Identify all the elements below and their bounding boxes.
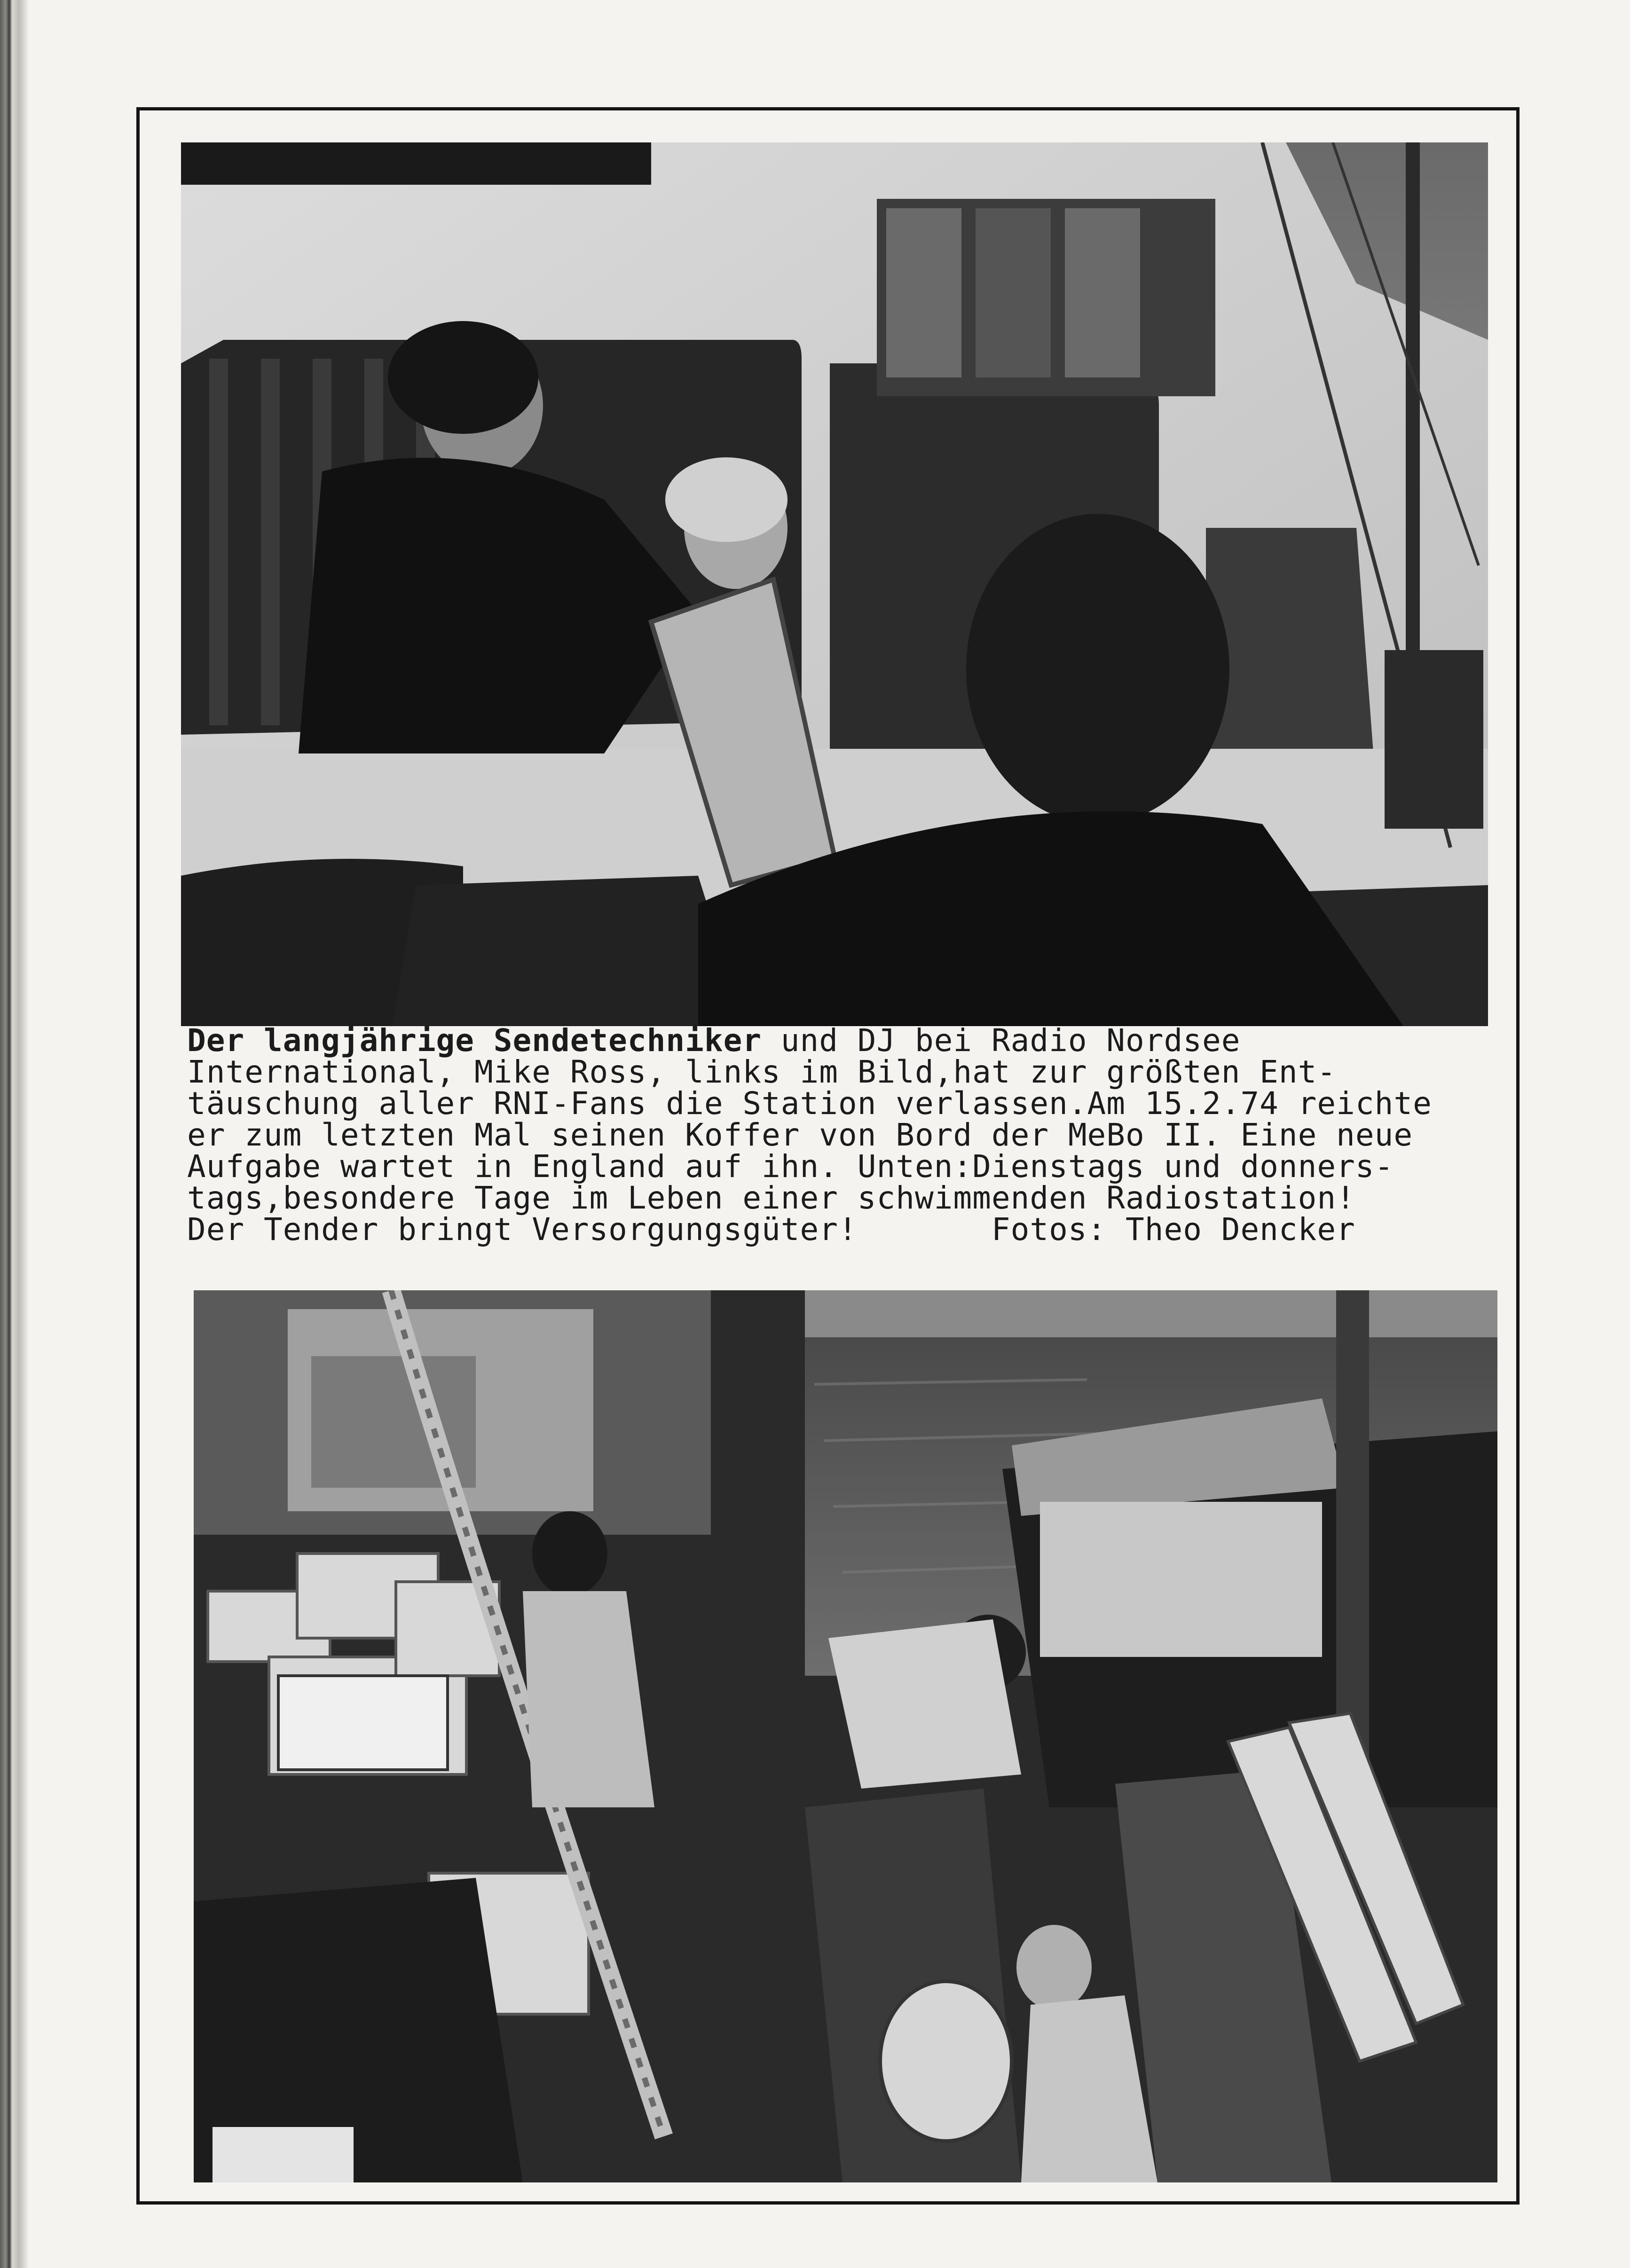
photo-suitcase-handover	[181, 142, 1488, 1026]
caption-line-1-rest: und DJ bei Radio Nordsee	[762, 1022, 1241, 1059]
photo-suitcase-handover-image	[181, 142, 1488, 1026]
photo-caption	[187, 1022, 1494, 1248]
caption-line-1	[187, 1022, 1494, 1059]
caption-line-7: Der Tender bringt Versorgungsgüter! Fotos: Theo Dencker	[187, 1211, 1355, 1248]
caption-line-3: täuschung aller RNI-Fans die Station verlassen.Am 15.2.74 reichte	[187, 1085, 1432, 1122]
photo-tender-supplies-image	[194, 1290, 1497, 2182]
caption-line-5: Aufgabe wartet in England auf ihn. Unten:Dienstags und donners-	[187, 1148, 1394, 1185]
caption-line-1-bold: Der langjährige Sendetechniker	[187, 1022, 762, 1059]
photo-tender-supplies	[194, 1290, 1497, 2182]
caption-line-6: tags,besondere Tage im Leben einer schwimmenden Radiostation!	[187, 1180, 1355, 1216]
caption-line-4: er zum letzten Mal seinen Koffer von Bord der MeBo II. Eine neue	[187, 1117, 1413, 1153]
caption-line-2: International, Mike Ross, links im Bild,hat zur größten Ent-	[187, 1054, 1337, 1090]
book-binding-edge	[0, 0, 28, 2268]
